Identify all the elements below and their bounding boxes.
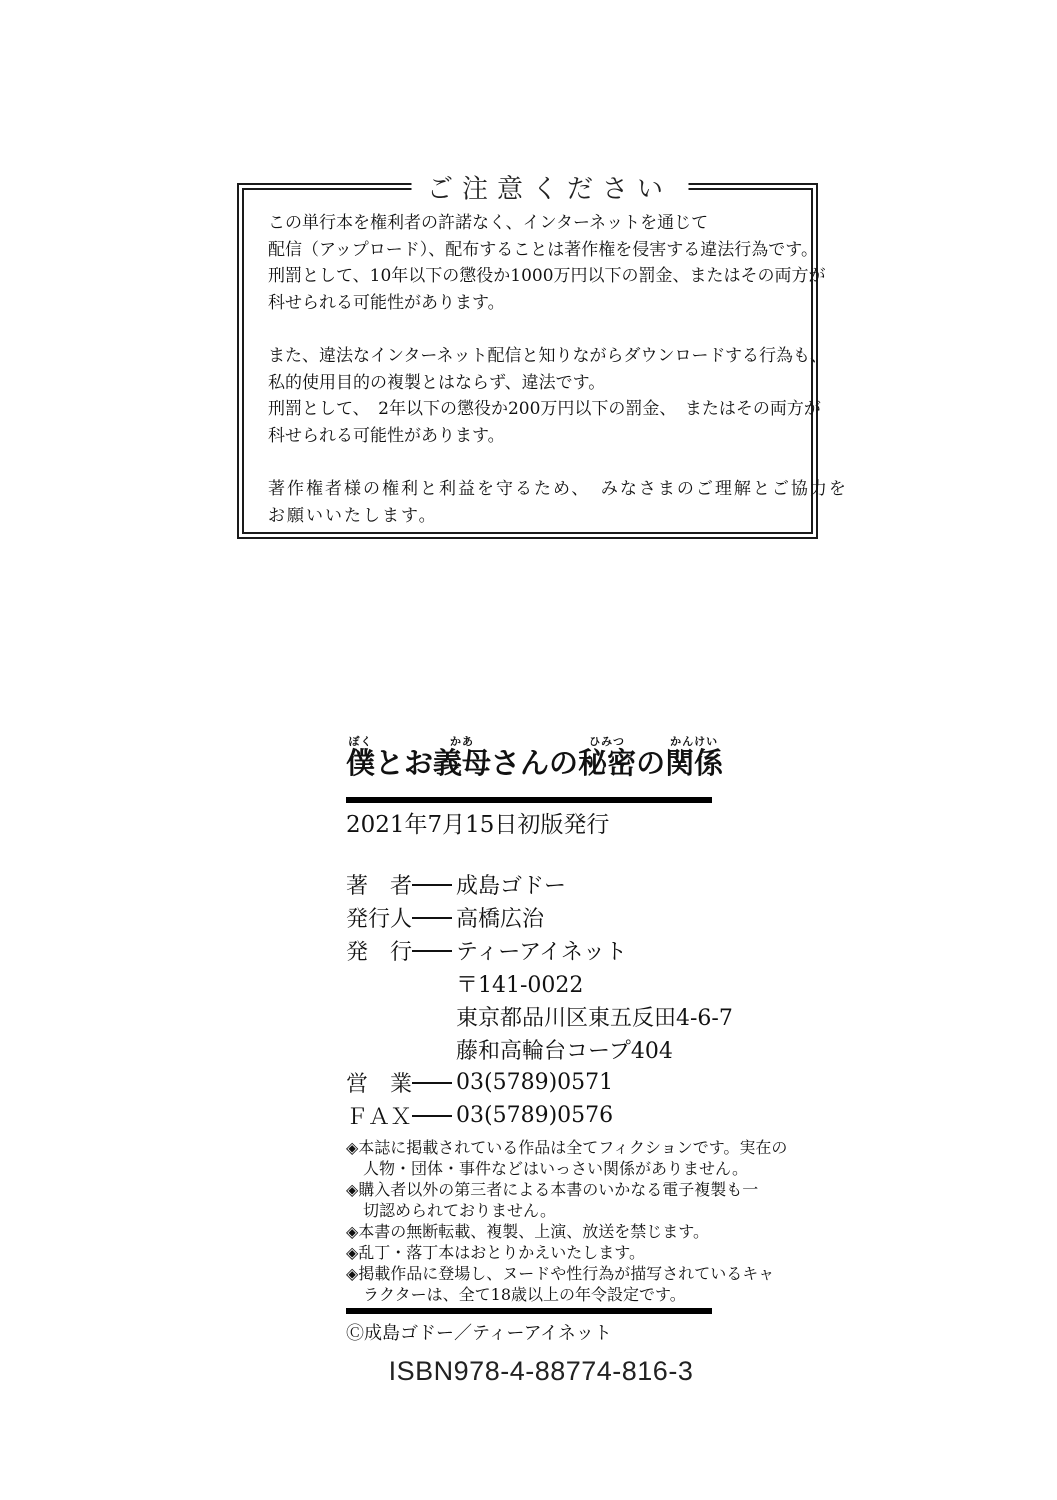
- publisher-row-value: 03(5789)0571: [456, 1070, 614, 1095]
- title-segment: 関係かんけい: [665, 735, 724, 780]
- colophon-block: [346, 729, 788, 1387]
- note-item: ◈乱丁・落丁本はおとりかえいたします。: [346, 1243, 646, 1262]
- publisher-row-value: 03(5789)0576: [456, 1103, 614, 1128]
- publisher-row: [346, 934, 712, 967]
- divider-rule-top: [346, 797, 712, 803]
- publisher-row: [346, 901, 712, 934]
- publisher-row-label: 発行人: [346, 907, 413, 932]
- publisher-row: [346, 868, 712, 901]
- title-segment: 義母かあ: [433, 735, 492, 780]
- title-segment: 秘密ひみつ: [578, 735, 637, 780]
- isbn: ISBN978-4-88774-816-3: [388, 1356, 694, 1386]
- copyright-line: Ⓒ成島ゴドー／ティーアイネット: [346, 1323, 612, 1344]
- publisher-row-value: 藤和高輪台コープ404: [456, 1039, 673, 1064]
- edition-date: 2021年7月15日初版発行: [346, 812, 610, 838]
- dash-connector: [412, 884, 452, 886]
- publisher-row-value: ティーアイネット: [456, 940, 627, 965]
- notice-title: ご注意ください: [411, 169, 688, 206]
- notice-paragraph: 著作権者様の権利と利益を守るため、 みなさまのご理解とご協力を お願いいたします。: [268, 479, 848, 526]
- copyright-warning-box: [237, 174, 848, 539]
- publisher-row-label: 発 行: [346, 940, 413, 965]
- book-title: 僕ぼくとお義母かあさんの秘密ひみつの関係かんけい: [346, 735, 724, 780]
- publisher-row: [346, 1033, 712, 1066]
- publisher-row: [346, 1099, 712, 1132]
- dash-connector: [412, 950, 452, 952]
- publisher-row-label: ＦＡＸ: [346, 1105, 413, 1130]
- publisher-row: [346, 1000, 733, 1033]
- publisher-row-label: 著 者: [346, 874, 413, 899]
- notice-body: [244, 190, 848, 529]
- divider-rule-bottom: [346, 1308, 712, 1314]
- publisher-row: [346, 967, 712, 1000]
- dash-connector: [412, 917, 452, 919]
- publisher-row-value: 〒141-0022: [456, 973, 584, 998]
- note-item: ◈購入者以外の第三者による本書のいかなる電子複製も一 切認められておりません。: [346, 1180, 759, 1220]
- publisher-row-value: 成島ゴドー: [456, 874, 567, 899]
- notice-paragraph: この単行本を権利者の許諾なく、インターネットを通じて 配信（アップロード）、配布することは著作権を侵害する違法行為です。 刑罰として、10年以下の懲役か1000万円以下の罰金、またはその両方が 科せられる可能性があります。: [268, 213, 826, 313]
- dash-connector: [412, 1115, 452, 1117]
- note-item: ◈掲載作品に登場し、ヌードや性行為が描写されているキャ ラクターは、全て18歳以上の年令設定です。: [346, 1264, 775, 1304]
- dash-connector: [412, 1082, 452, 1084]
- notice-paragraph: また、違法なインターネット配信と知りながらダウンロードする行為も、 私的使用目的の複製とはならず、違法です。 刑罰として、 2年以下の懲役か200万円以下の罰金、 またはその両方が 科せられる可能性があります。: [268, 346, 827, 446]
- note-item: ◈本誌に掲載されている作品は全てフィクションです。実在の 人物・団体・事件などはいっさい関係がありません。: [346, 1138, 788, 1178]
- publisher-info: [346, 868, 733, 1132]
- publisher-row-label: 営 業: [346, 1072, 413, 1097]
- publisher-row: [346, 1066, 712, 1099]
- publisher-row-value: 高橋広治: [456, 907, 545, 932]
- title-segment: 僕ぼく: [346, 735, 376, 780]
- note-item: ◈本書の無断転載、複製、上演、放送を禁じます。: [346, 1222, 710, 1241]
- publisher-row-value: 東京都品川区東五反田4-6-7: [456, 1006, 733, 1031]
- notes-list: [346, 1137, 788, 1305]
